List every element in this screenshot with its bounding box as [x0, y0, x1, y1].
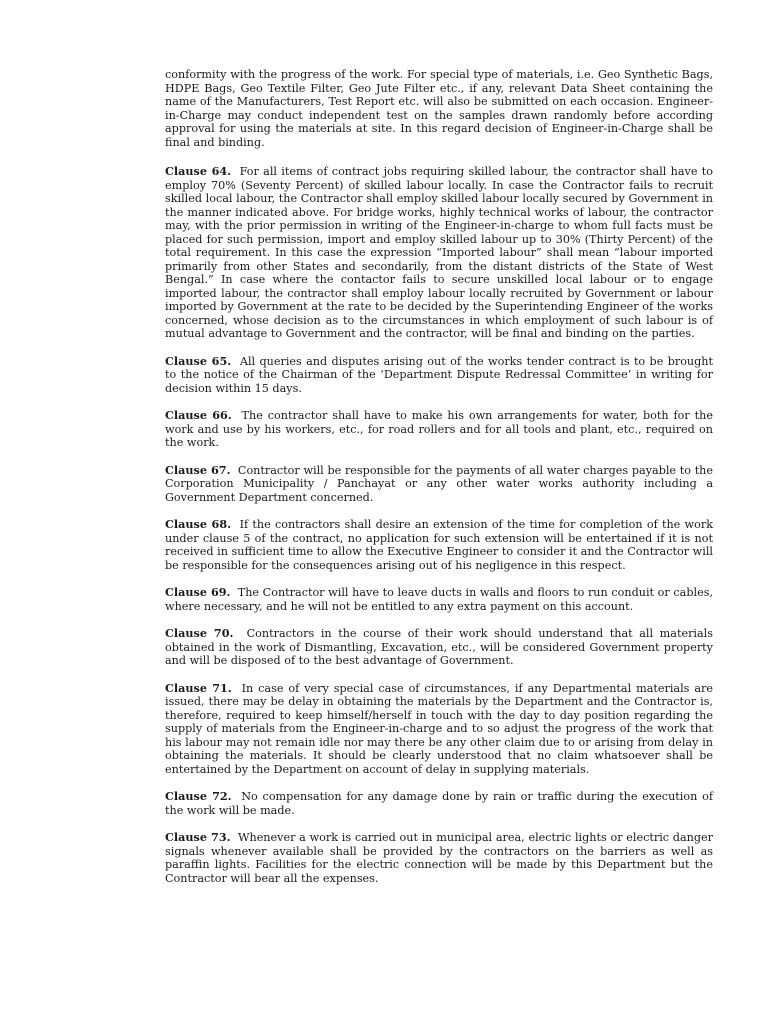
- clause-70: [165, 627, 713, 668]
- clause-text: All queries and disputes arising out of the works tender contract is to be brought to the notice of the Chairman of the ‘Department Dispute Redressal Committee’ in writing for decision within 15 days.: [165, 354, 714, 395]
- intro-paragraph: conformity with the progress of the work. For special type of materials, i.e. Geo Synthetic Bags, HDPE Bags, Geo Textile Filter, Geo Jute Filter etc., if any, relevant Data Sheet containing the name of the Manufacturers, Test Report etc. will also be submitted on each occasion. Engineer-in-Charge may conduct independent test on the samples drawn randomly before according approval for using the materials at site. In this regard decision of Engineer-in-Charge shall be final and binding.: [165, 68, 713, 149]
- clause-67: [165, 464, 713, 505]
- clause-label: Clause 68.: [165, 517, 232, 531]
- clause-text: Contractors in the course of their work should understand that all materials obtained in the work of Dismantling, Excavation, etc., will be considered Government property and will be disposed of to the best advantage of Government.: [165, 627, 713, 667]
- clause-66: [165, 409, 713, 450]
- clause-label: Clause 71.: [165, 680, 232, 695]
- clause-text: Whenever a work is carried out in municipal area, electric lights or electric danger signals whenever available shall be provided by the contractors on the barriers as well as paraffin lights. Facilities for the electric connection will be made by this Department but the Contractor will bear all the expenses.: [165, 831, 713, 885]
- clause-label: Clause 70.: [165, 626, 234, 640]
- clause-68: [165, 518, 713, 572]
- document-page: [165, 68, 713, 899]
- clause-label: Clause 73.: [165, 830, 231, 844]
- clause-text: In case of very special case of circumstances, if any Departmental materials are issued, there may be delay in obtaining the materials by the Department and the Contractor is, therefore, required to keep himself/herself in touch with the day to day position regarding the supply of materials from the Engineer-in-charge and to so adjust the progress of the work that his labour may not remain idle nor may there be any other claim due to or arising from delay in obtaining the materials. It should be clearly understood that no claim whatsoever shall be entertained by the Department on account of delay in supplying materials.: [165, 681, 713, 776]
- clause-69: [165, 586, 713, 613]
- clause-label: Clause 64.: [165, 164, 232, 178]
- clause-label: Clause 66.: [165, 408, 232, 422]
- clause-text: Contractor will be responsible for the payments of all water charges payable to the Corporation Municipality / Panchayat or any other water works authority including a Government Department concerned.: [165, 463, 714, 504]
- clause-label: Clause 65.: [165, 353, 232, 368]
- clause-73: [165, 831, 713, 885]
- clause-text: No compensation for any damage done by rain or traffic during the execution of the work will be made.: [165, 790, 713, 817]
- clause-71: [165, 682, 713, 777]
- clause-label: Clause 67.: [165, 462, 231, 477]
- clause-text: For all items of contract jobs requiring skilled labour, the contractor shall have to employ 70% (Seventy Percent) of skilled labour locally. In case the Contractor fails to recruit skilled local labour, the Contractor shall employ skilled labour locally secured by Government in the manner indicated above. For bridge works, highly technical works of labour, the contractor may, with the prior permission in writing of the Engineer-in-charge to whom full facts must be placed for such permission, import and employ skilled labour up to 30% (Thirty Percent) of the total requirement. In this case the expression “Imported labour” shall mean “labour imported primarily from other States and secondarily, from the distant districts of the State of West Bengal.” In case where the contactor fails to secure unskilled local labour or to engage imported labour, the contractor shall employ labour locally recruited by Government or labour imported by Government at the rate to be decided by the Superintending Engineer of the works concerned, whose decision as to the circumstances in which employment of such labour is of mutual advantage to Government and the contractor, will be final and binding on the parties.: [165, 165, 713, 340]
- clause-64: [165, 165, 713, 341]
- clause-label: Clause 72.: [165, 789, 232, 803]
- clause-label: Clause 69.: [165, 585, 231, 599]
- clause-text: The contractor shall have to make his own arrangements for water, both for the work and use by his workers, etc., for road rollers and for all tools and plant, etc., required on the work.: [165, 409, 713, 449]
- clause-65: [165, 355, 713, 396]
- clause-72: [165, 790, 713, 817]
- clause-text: The Contractor will have to leave ducts in walls and floors to run conduit or cables, where necessary, and he will not be entitled to any extra payment on this account.: [165, 586, 714, 613]
- clause-text: If the contractors shall desire an extension of the time for completion of the work under clause 5 of the contract, no application for such extension will be entertained if it is not received in sufficient time to allow the Executive Engineer to consider it and the Contractor will be responsible for the consequences arising out of his negligence in this respect.: [165, 518, 713, 572]
